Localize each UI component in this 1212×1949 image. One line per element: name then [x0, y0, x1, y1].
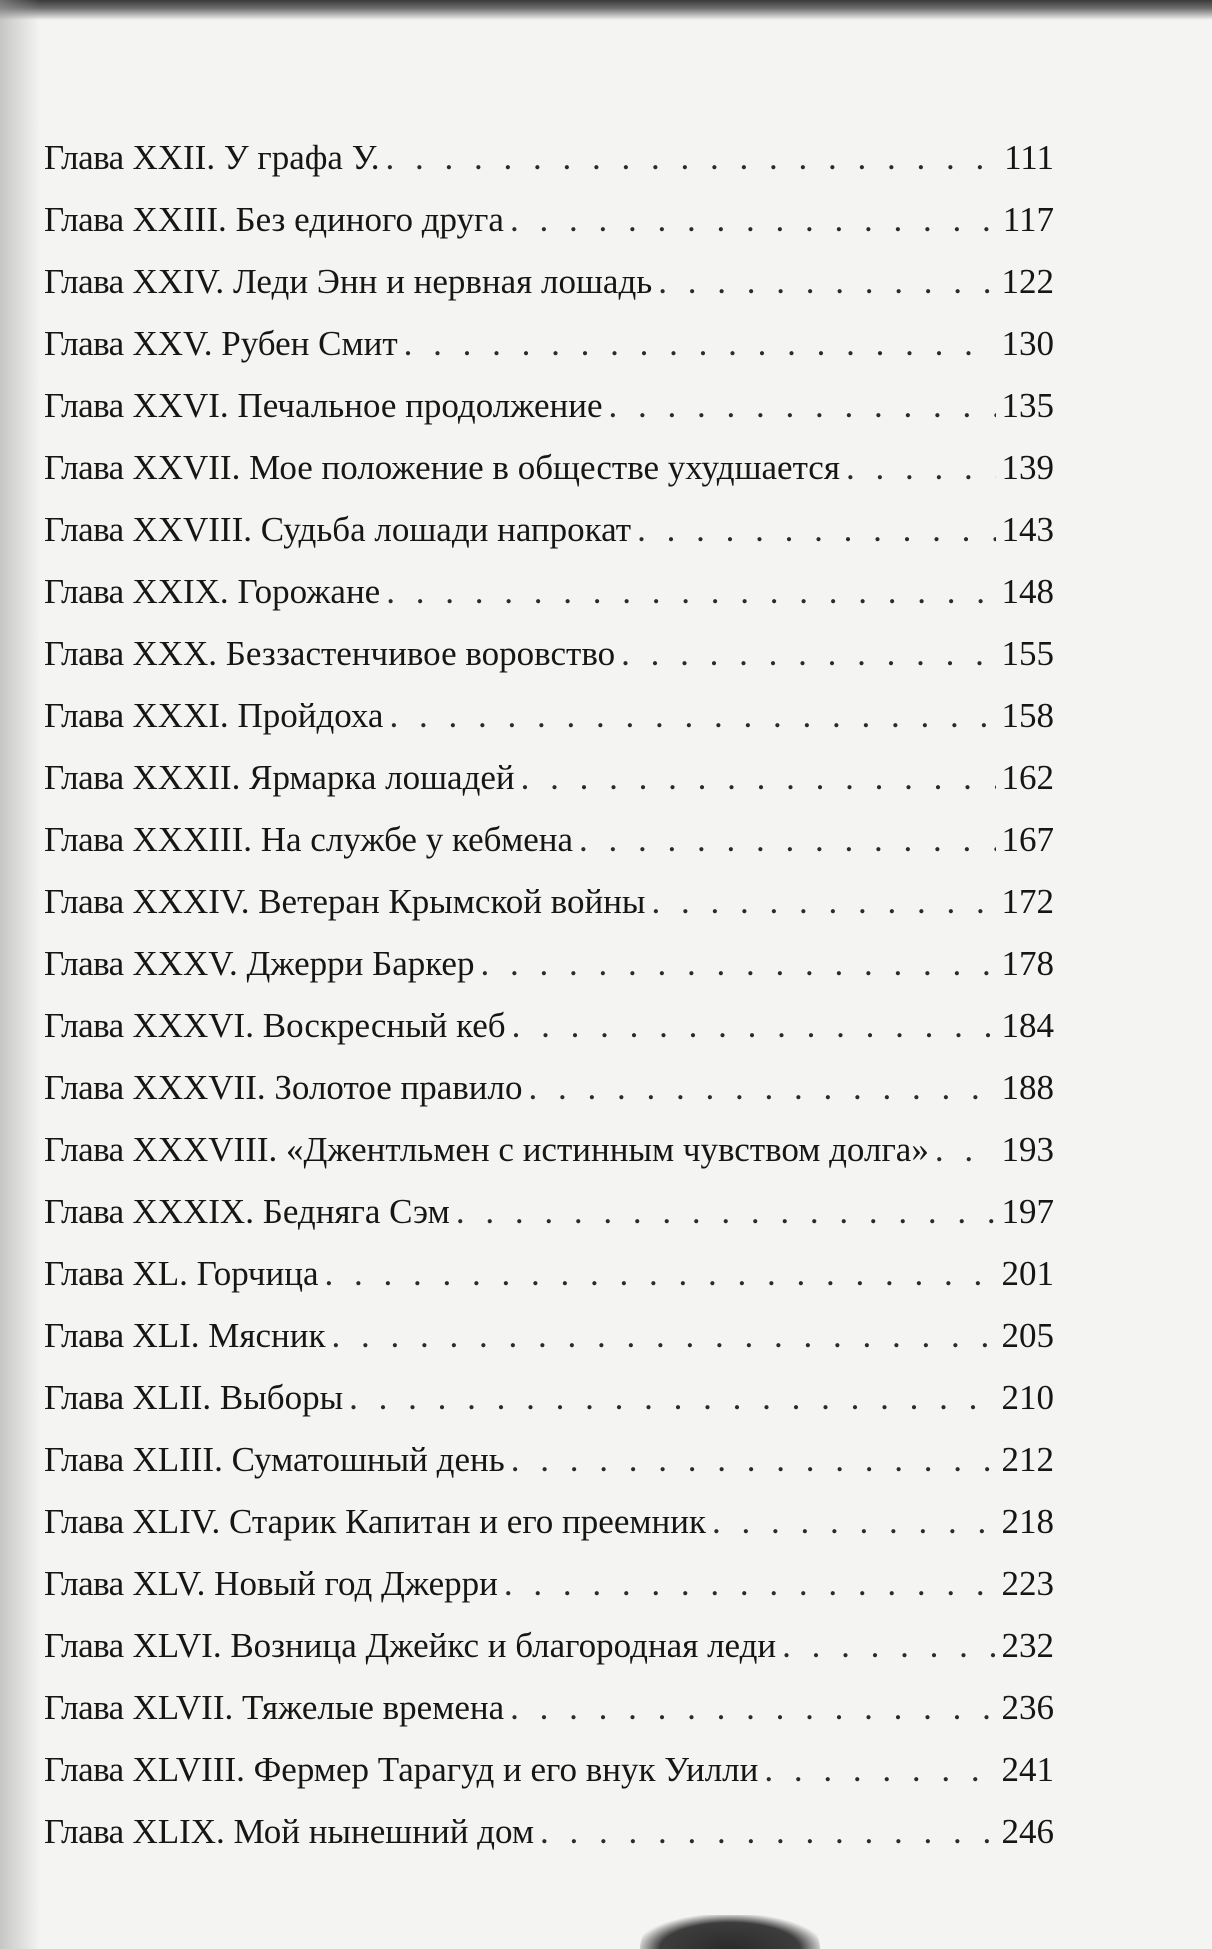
chapter-label — [44, 572, 380, 612]
toc-entry — [44, 1378, 1054, 1440]
toc-entry — [44, 200, 1054, 262]
toc-entry — [44, 510, 1054, 572]
page-number: 184 — [1001, 1006, 1054, 1045]
toc-entry — [44, 262, 1054, 324]
toc-entry — [44, 696, 1054, 758]
toc-entry — [44, 386, 1054, 448]
chapter-label — [44, 1130, 929, 1170]
toc-entry — [44, 1006, 1054, 1068]
chapter-numeral: XLVII. — [132, 1688, 234, 1727]
dot-leader — [651, 882, 995, 922]
chapter-prefix: Глава — [44, 758, 124, 797]
toc-entry — [44, 138, 1054, 200]
chapter-prefix: Глава — [44, 944, 124, 983]
chapter-label — [44, 758, 515, 798]
chapter-label — [44, 1812, 534, 1852]
table-of-contents — [44, 138, 1054, 1874]
chapter-label — [44, 1192, 450, 1232]
toc-entry — [44, 1626, 1054, 1688]
toc-entry — [44, 820, 1054, 882]
page-number: 148 — [1001, 572, 1054, 611]
page-number: 223 — [1001, 1564, 1054, 1603]
chapter-title: Старик Капитан и его преемник — [229, 1502, 706, 1541]
toc-entry — [44, 1068, 1054, 1130]
page-number: 111 — [1004, 138, 1054, 177]
chapter-title: Суматошный день — [231, 1440, 505, 1479]
chapter-label — [44, 1316, 326, 1356]
chapter-title: Мой нынешний дом — [233, 1812, 534, 1851]
page-number: 246 — [1001, 1812, 1054, 1851]
chapter-numeral: XXXI. — [132, 696, 229, 735]
dot-leader — [579, 820, 995, 860]
page-number: 155 — [1001, 634, 1054, 673]
chapter-prefix: Глава — [44, 696, 124, 735]
page-number: 139 — [1001, 448, 1054, 487]
chapter-prefix: Глава — [44, 1378, 124, 1417]
chapter-prefix: Глава — [44, 262, 124, 301]
chapter-numeral: XLIV. — [132, 1502, 221, 1541]
chapter-numeral: XLVI. — [132, 1626, 222, 1665]
toc-entry — [44, 1316, 1054, 1378]
chapter-label — [44, 386, 602, 426]
toc-entry — [44, 1812, 1054, 1874]
page-number: 117 — [1002, 200, 1054, 239]
toc-entry — [44, 634, 1054, 696]
chapter-label — [44, 1254, 319, 1294]
toc-entry — [44, 1750, 1054, 1812]
chapter-numeral: XXXV. — [132, 944, 238, 983]
chapter-numeral: XXXVIII. — [132, 1130, 278, 1169]
chapter-label — [44, 820, 573, 860]
chapter-prefix: Глава — [44, 820, 124, 859]
dot-leader — [510, 1688, 995, 1728]
chapter-numeral: XLI. — [132, 1316, 200, 1355]
dot-leader — [325, 1254, 996, 1294]
chapter-label — [44, 1750, 758, 1790]
chapter-title: Пройдоха — [237, 696, 384, 735]
chapter-prefix: Глава — [44, 1564, 124, 1603]
chapter-numeral: XXX. — [132, 634, 218, 673]
chapter-numeral: XLV. — [132, 1564, 206, 1603]
chapter-label — [44, 634, 615, 674]
dot-leader — [456, 1192, 996, 1232]
chapter-title: Выборы — [219, 1378, 344, 1417]
dot-leader — [480, 944, 995, 984]
toc-entry — [44, 572, 1054, 634]
dot-leader — [764, 1750, 995, 1790]
chapter-numeral: XXXIX. — [132, 1192, 254, 1231]
chapter-numeral: XXII. — [132, 138, 216, 177]
chapter-prefix: Глава — [44, 1192, 124, 1231]
chapter-title: Рубен Смит — [221, 324, 398, 363]
chapter-numeral: XXIII. — [132, 200, 227, 239]
dot-leader — [386, 138, 996, 178]
page-number: 122 — [1001, 262, 1054, 301]
dot-leader — [782, 1626, 995, 1666]
chapter-title: Золотое правило — [274, 1068, 523, 1107]
chapter-title: Фермер Тарагуд и его внук Уилли — [253, 1750, 759, 1789]
chapter-prefix: Глава — [44, 1440, 124, 1479]
page-number: 201 — [1001, 1254, 1054, 1293]
page-bottom-shadow — [640, 1915, 820, 1949]
dot-leader — [389, 696, 995, 736]
dot-leader — [332, 1316, 996, 1356]
chapter-numeral: XLII. — [132, 1378, 212, 1417]
page-number: 162 — [1001, 758, 1054, 797]
chapter-label — [44, 696, 383, 736]
chapter-title: Воскресный кеб — [262, 1006, 506, 1045]
toc-entry — [44, 758, 1054, 820]
page-number: 130 — [1001, 324, 1054, 363]
dot-leader — [386, 572, 995, 612]
dot-leader — [658, 262, 995, 302]
chapter-title: Ярмарка лошадей — [249, 758, 515, 797]
chapter-prefix: Глава — [44, 882, 124, 921]
chapter-label — [44, 448, 840, 488]
chapter-prefix: Глава — [44, 634, 124, 673]
chapter-title: Возница Джейкс и благородная леди — [230, 1626, 777, 1665]
chapter-label — [44, 1068, 523, 1108]
chapter-numeral: XXVIII. — [132, 510, 252, 549]
chapter-prefix: Глава — [44, 1316, 124, 1355]
chapter-numeral: XXXIII. — [132, 820, 252, 859]
chapter-numeral: XXIV. — [132, 262, 225, 301]
chapter-label — [44, 262, 652, 302]
toc-entry — [44, 1192, 1054, 1254]
chapter-numeral: XXIX. — [132, 572, 229, 611]
chapter-label — [44, 882, 645, 922]
chapter-numeral: XLIII. — [132, 1440, 223, 1479]
toc-entry — [44, 1564, 1054, 1626]
page-number: 167 — [1001, 820, 1054, 859]
dot-leader — [540, 1812, 996, 1852]
chapter-label — [44, 1626, 776, 1666]
chapter-prefix: Глава — [44, 1750, 124, 1789]
chapter-label — [44, 1440, 505, 1480]
dot-leader — [529, 1068, 996, 1108]
dot-leader — [621, 634, 995, 674]
chapter-numeral: XXXIV. — [132, 882, 250, 921]
page-number: 241 — [1001, 1750, 1054, 1789]
chapter-numeral: XLVIII. — [132, 1750, 245, 1789]
chapter-prefix: Глава — [44, 1688, 124, 1727]
chapter-title: У графа У. — [223, 138, 380, 177]
chapter-label — [44, 138, 380, 178]
chapter-numeral: XXVI. — [132, 386, 229, 425]
chapter-title: Без единого друга — [235, 200, 504, 239]
page-number: 236 — [1001, 1688, 1054, 1727]
chapter-label — [44, 1502, 706, 1542]
chapter-prefix: Глава — [44, 1254, 124, 1293]
chapter-label — [44, 200, 504, 240]
chapter-title: Мясник — [208, 1316, 326, 1355]
page-number: 143 — [1001, 510, 1054, 549]
dot-leader — [935, 1130, 996, 1170]
dot-leader — [404, 324, 996, 364]
chapter-title: Печальное продолжение — [237, 386, 603, 425]
page-number: 197 — [1001, 1192, 1054, 1231]
page-number: 178 — [1001, 944, 1054, 983]
chapter-numeral: XXXII. — [132, 758, 241, 797]
dot-leader — [521, 758, 996, 798]
page-number: 210 — [1001, 1378, 1054, 1417]
dot-leader — [712, 1502, 996, 1542]
page-number: 212 — [1001, 1440, 1054, 1479]
page-number: 218 — [1001, 1502, 1054, 1541]
chapter-prefix: Глава — [44, 324, 124, 363]
dot-leader — [504, 1564, 996, 1604]
page-number: 135 — [1001, 386, 1054, 425]
chapter-title: Бедняга Сэм — [262, 1192, 450, 1231]
chapter-numeral: XLIX. — [132, 1812, 225, 1851]
chapter-title: Горчица — [196, 1254, 319, 1293]
dot-leader — [512, 1006, 996, 1046]
chapter-prefix: Глава — [44, 1068, 124, 1107]
dot-leader — [510, 200, 996, 240]
chapter-numeral: XL. — [132, 1254, 188, 1293]
chapter-prefix: Глава — [44, 510, 124, 549]
toc-entry — [44, 448, 1054, 510]
chapter-title: Джерри Баркер — [246, 944, 475, 983]
page-gutter-shadow — [0, 0, 40, 1949]
chapter-title: Леди Энн и нервная лошадь — [232, 262, 653, 301]
chapter-prefix: Глава — [44, 572, 124, 611]
chapter-label — [44, 324, 398, 364]
chapter-numeral: XXXVI. — [132, 1006, 254, 1045]
page-number: 205 — [1001, 1316, 1054, 1355]
chapter-prefix: Глава — [44, 1502, 124, 1541]
chapter-title: Тяжелые времена — [241, 1688, 505, 1727]
chapter-prefix: Глава — [44, 138, 124, 177]
dot-leader — [637, 510, 995, 550]
chapter-prefix: Глава — [44, 1626, 124, 1665]
chapter-title: На службе у кебмена — [260, 820, 574, 859]
chapter-title: «Джентльмен с истинным чувством долга» — [286, 1130, 929, 1169]
chapter-label — [44, 944, 474, 984]
chapter-title: Горожане — [237, 572, 381, 611]
chapter-prefix: Глава — [44, 1006, 124, 1045]
toc-entry — [44, 1130, 1054, 1192]
chapter-prefix: Глава — [44, 1130, 124, 1169]
chapter-title: Ветеран Крымской войны — [258, 882, 646, 921]
chapter-numeral: XXVII. — [132, 448, 241, 487]
toc-entry — [44, 1502, 1054, 1564]
chapter-title: Судьба лошади напрокат — [260, 510, 632, 549]
chapter-title: Беззастенчивое воровство — [225, 634, 616, 673]
chapter-label — [44, 1006, 506, 1046]
chapter-numeral: XXXVII. — [132, 1068, 266, 1107]
dot-leader — [349, 1378, 995, 1418]
toc-entry — [44, 1254, 1054, 1316]
dot-leader — [846, 448, 996, 488]
page-number: 193 — [1001, 1130, 1054, 1169]
page-number: 158 — [1001, 696, 1054, 735]
chapter-prefix: Глава — [44, 448, 124, 487]
chapter-label — [44, 1564, 498, 1604]
toc-entry — [44, 1440, 1054, 1502]
chapter-title: Мое положение в обществе ухудшается — [249, 448, 840, 487]
chapter-label — [44, 510, 631, 550]
toc-entry — [44, 324, 1054, 386]
chapter-title: Новый год Джерри — [214, 1564, 498, 1603]
chapter-prefix: Глава — [44, 1812, 124, 1851]
chapter-numeral: XXV. — [132, 324, 213, 363]
toc-entry — [44, 944, 1054, 1006]
dot-leader — [608, 386, 995, 426]
toc-entry — [44, 882, 1054, 944]
toc-entry — [44, 1688, 1054, 1750]
chapter-label — [44, 1378, 343, 1418]
page-number: 188 — [1001, 1068, 1054, 1107]
chapter-prefix: Глава — [44, 200, 124, 239]
page-number: 232 — [1001, 1626, 1054, 1665]
chapter-prefix: Глава — [44, 386, 124, 425]
page-number: 172 — [1001, 882, 1054, 921]
dot-leader — [511, 1440, 996, 1480]
chapter-label — [44, 1688, 504, 1728]
page-top-shadow — [0, 0, 1212, 20]
